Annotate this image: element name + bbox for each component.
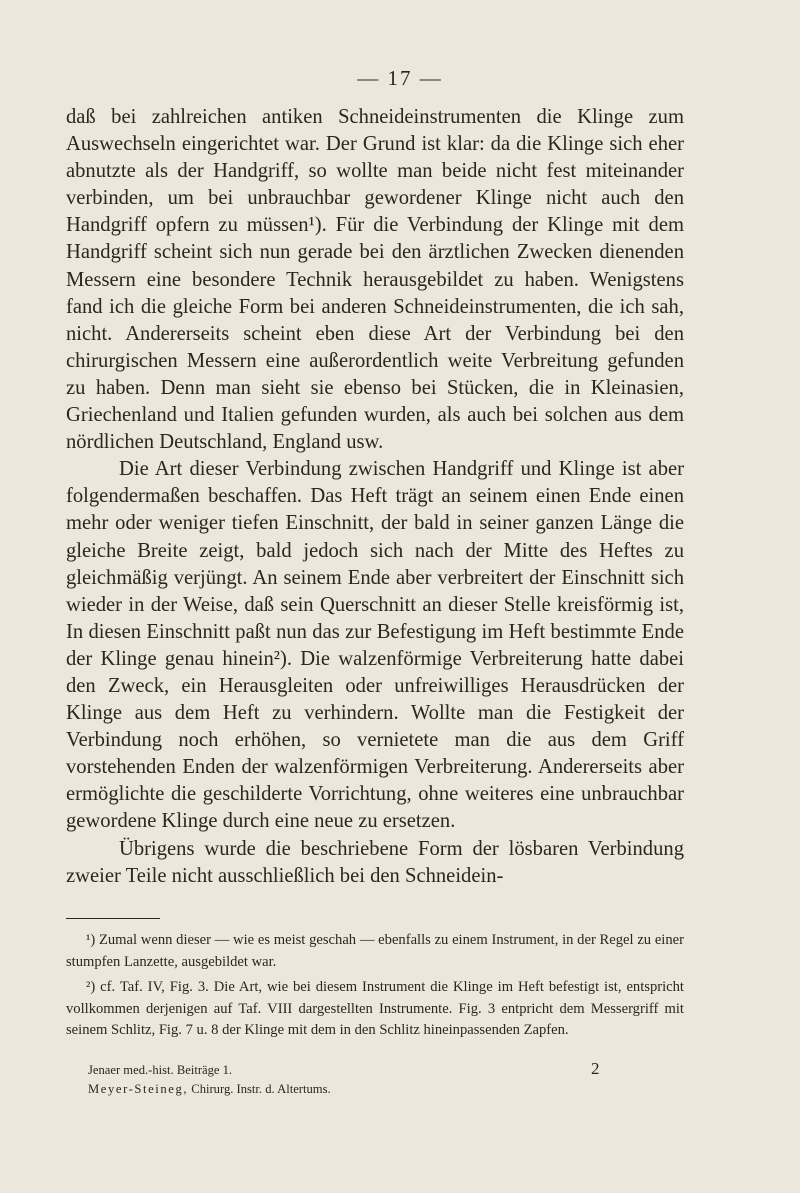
imprint-series: Jenaer med.-hist. Beiträge 1. — [88, 1063, 233, 1077]
footnote-divider — [66, 918, 160, 919]
sheet-signature: 2 — [591, 1059, 600, 1078]
page-number: — 17 — — [357, 66, 443, 90]
imprint-author: Meyer-Steineg, — [88, 1082, 189, 1096]
paragraph-2: Die Art dieser Verbindung zwischen Handgriff und Klinge ist aber folgendermaßen beschaffen. Das Heft trägt an seinem einen Ende einen mehr oder weniger tiefen Einschnitt, der bald in seiner ganzen Länge die gleiche Breite zeigt, bald jedoch sich nach der Mitte des Heftes zu gleichmäßig verjüngt. An seinem Ende aber verbreitert der Einschnitt sich wieder in der Weise, daß sein Querschnitt an dieser Stelle kreisförmig ist, In diesen Einschnitt paßt nun das zur Befestigung im Heft bestimmte Ende der Klinge genau hinein²). Die walzenförmige Verbreiterung hatte dabei den Zweck, ein Herausgleiten oder unfreiwilliges Herausdrücken der Klinge aus dem Heft zu verhindern. Wollte man die Festigkeit der Verbindung noch erhöhen, so vernietete man die aus dem Griff vorstehenden Enden der walzenförmigen Verbreiterung. Andererseits aber ermöglichte die geschilderte Vorrichtung, ohne weiteres eine unbrauchbar gewordene Klinge durch eine neue zu ersetzen. — [66, 458, 684, 833]
imprint-title: Chirurg. Instr. d. Altertums. — [191, 1082, 331, 1096]
body-text — [66, 104, 684, 890]
imprint — [88, 1061, 608, 1099]
imprint-line — [88, 1080, 608, 1099]
paragraph-3: Übrigens wurde die beschriebene Form der lösbaren Verbindung zweier Teile nicht ausschließlich bei den Schneidein- — [66, 837, 684, 887]
footnote-1: ¹) Zumal wenn dieser — wie es meist geschah — ebenfalls zu einem Instrument, in der Regel zu einer stumpfen Lanzette, ausgebildet war. — [66, 932, 684, 970]
footnote-2: ²) cf. Taf. IV, Fig. 3. Die Art, wie bei diesem Instrument die Klinge im Heft befestigt ist, entspricht vollkommen derjenigen auf Taf. VIII dargestellten Instrumente. Fig. 3 entpricht dem Messergriff mit seinem Schlitz, Fig. 7 u. 8 der Klinge mit dem in den Schlitz hineinpassenden Zapfen. — [66, 979, 684, 1038]
footnotes — [66, 930, 684, 1046]
paragraph-1: daß bei zahlreichen antiken Schneideinstrumenten die Klinge zum Auswechseln eingerichtet war. Der Grund ist klar: da die Klinge sich eher abnutzte als der Handgriff, so wollte man beide nicht fest miteinander verbinden, um bei unbrauchbar gewordener Klinge nicht auch den Handgriff opfern zu müssen¹). Für die Verbindung der Klinge mit dem Handgriff scheint sich nun gerade bei den ärztlichen Zwecken dienenden Messern eine besondere Technik herausgebildet zu haben. Wenigstens fand ich die gleiche Form bei anderen Schneideinstrumenten, die ich sah, nicht. Andererseits scheint eben diese Art der Verbindung bei den chirurgischen Messern eine außerordentlich weite Verbreitung gefunden zu haben. Denn man sieht sie ebenso bei Stücken, die in Kleinasien, Griechenland und Italien gefunden wurden, als auch bei solchen aus dem nördlichen Deutschland, England usw. — [66, 106, 684, 454]
